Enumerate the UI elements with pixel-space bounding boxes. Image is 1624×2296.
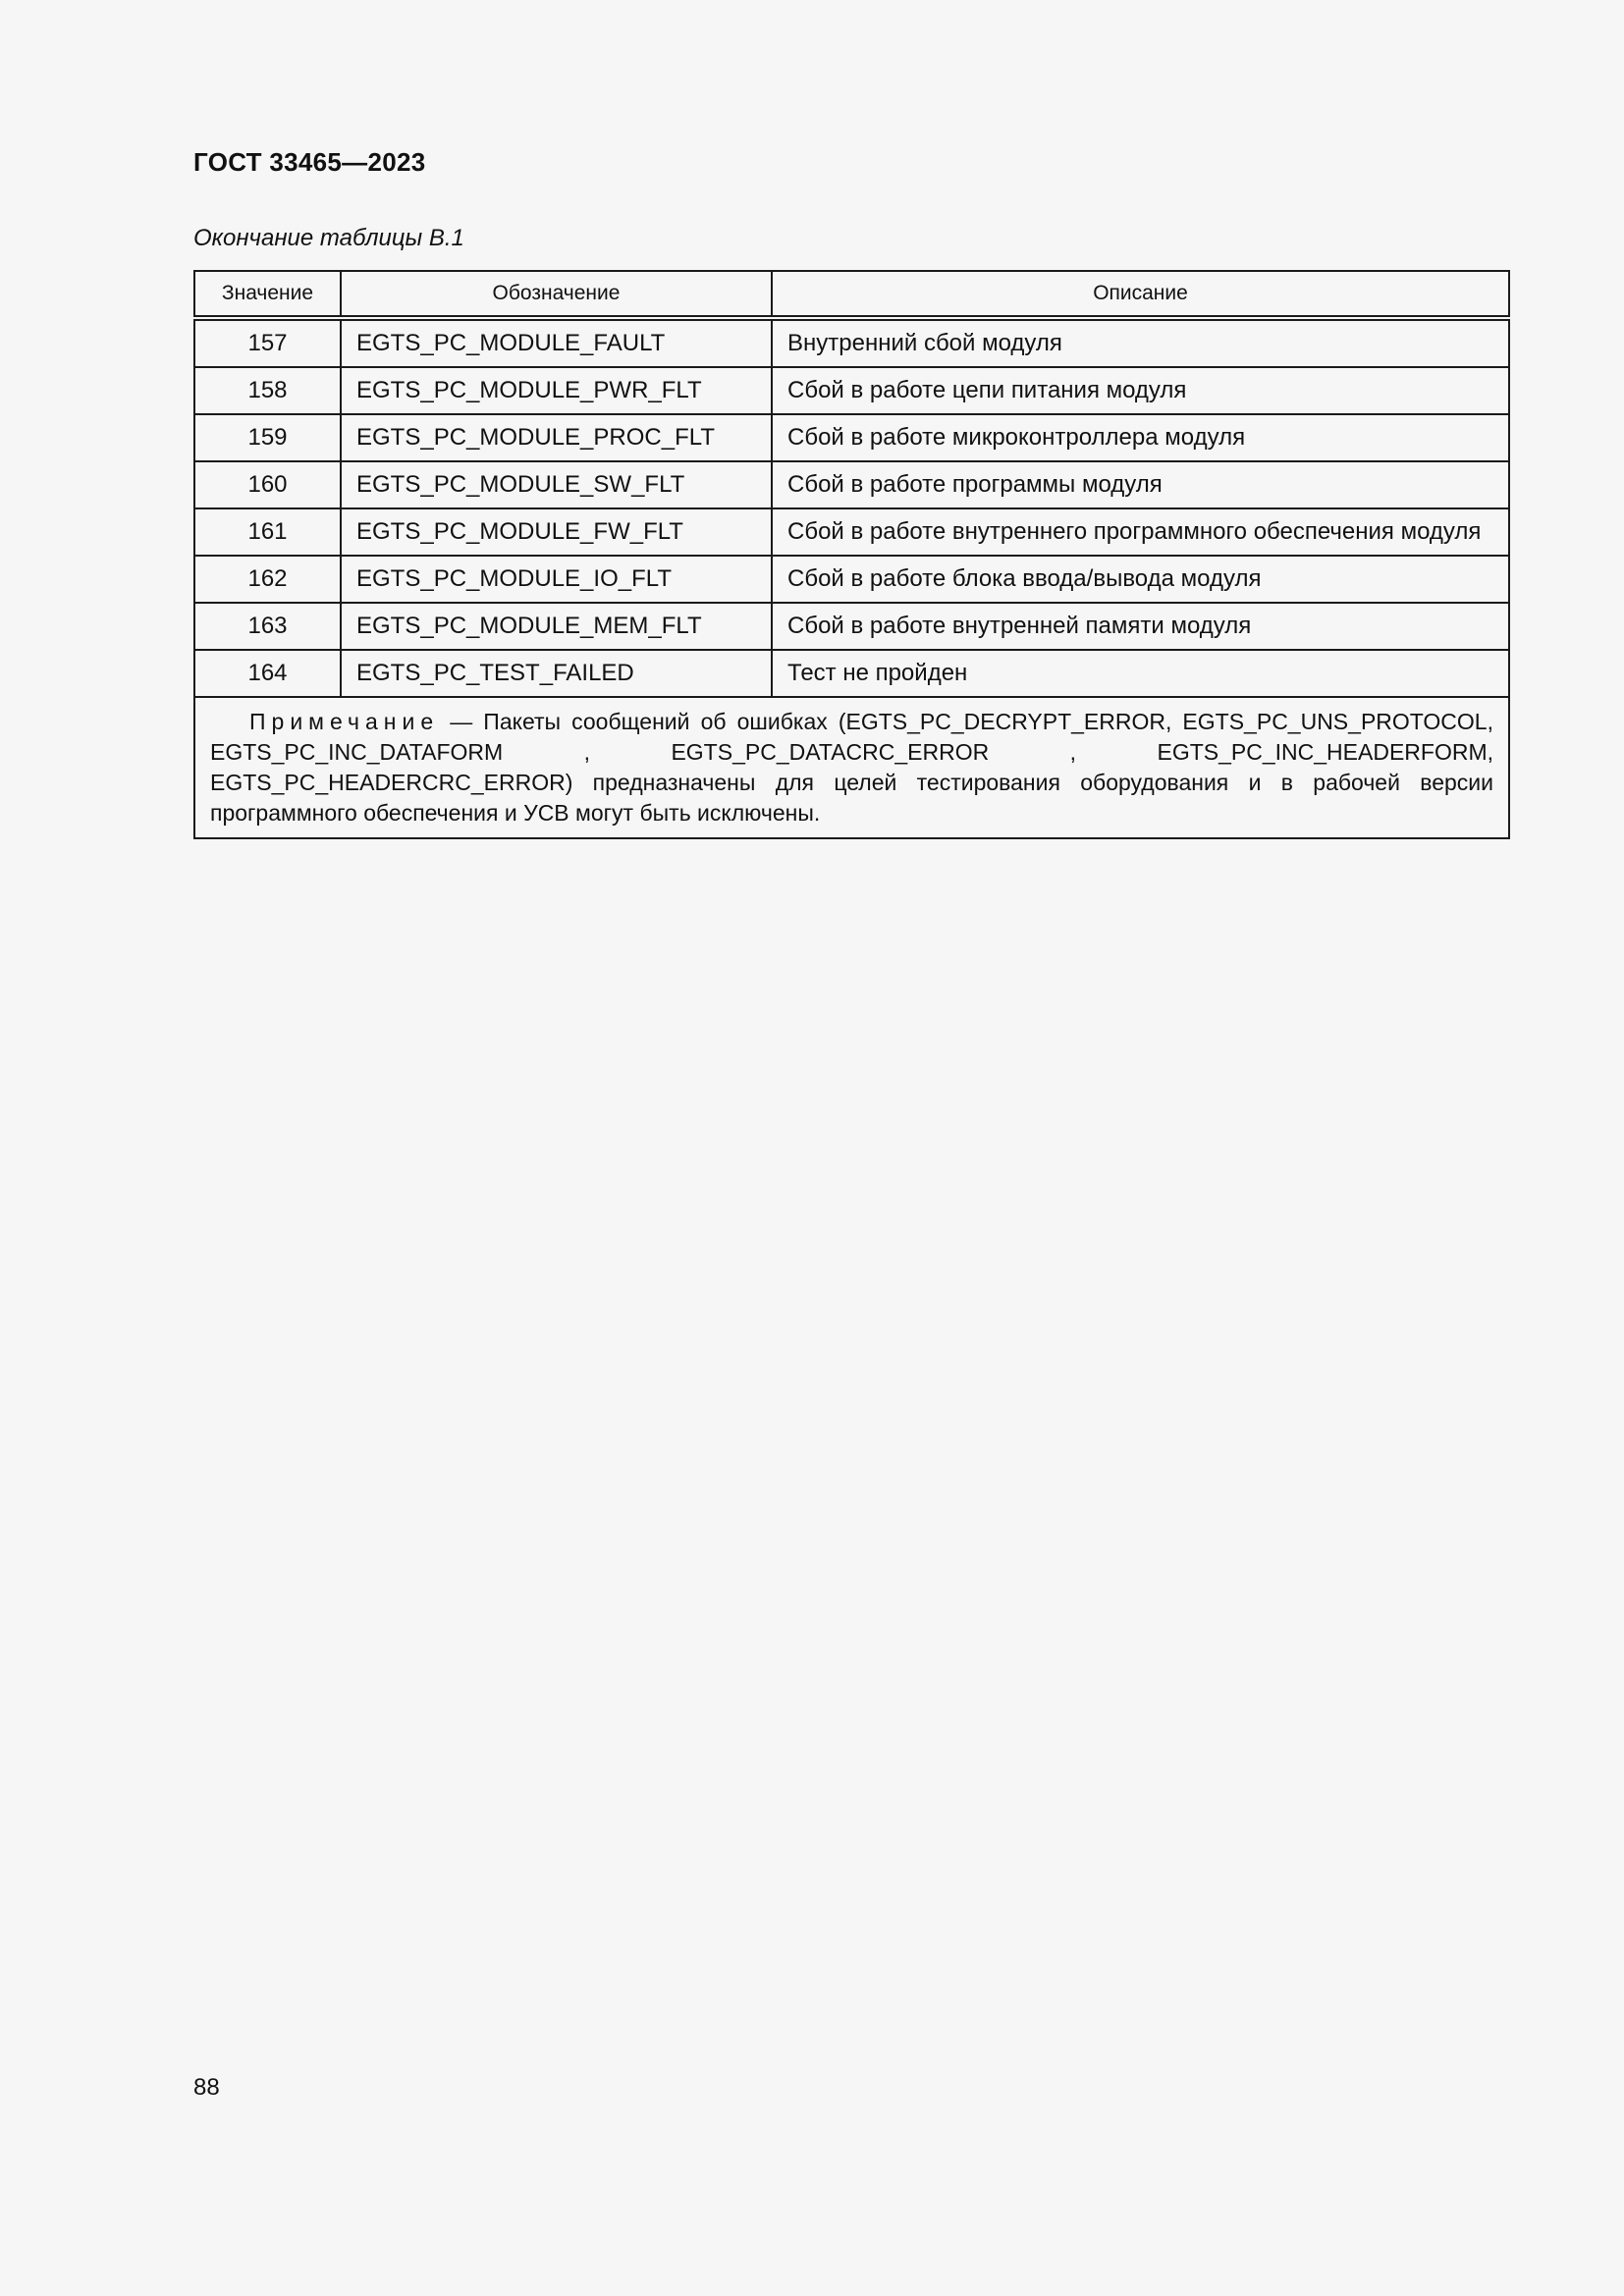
row-description: Тест не пройден [772, 650, 1509, 697]
table-row [194, 603, 1509, 650]
table-row [194, 367, 1509, 414]
row-value: 160 [194, 461, 341, 508]
table-row [194, 461, 1509, 508]
table-row [194, 650, 1509, 697]
table-note-row [194, 697, 1509, 838]
row-symbol: EGTS_PC_TEST_FAILED [341, 650, 772, 697]
column-header-value: Значение [194, 271, 341, 318]
row-value: 163 [194, 603, 341, 650]
row-symbol: EGTS_PC_MODULE_FAULT [341, 318, 772, 367]
row-symbol: EGTS_PC_MODULE_MEM_FLT [341, 603, 772, 650]
row-description: Внутренний сбой модуля [772, 318, 1509, 367]
row-description: Сбой в работе микроконтроллера модуля [772, 414, 1509, 461]
row-value: 158 [194, 367, 341, 414]
table-row [194, 556, 1509, 603]
row-symbol: EGTS_PC_MODULE_PWR_FLT [341, 367, 772, 414]
note-text: — Пакеты сообщений об ошибках (EGTS_PC_DECRYPT_ERROR, EGTS_PC_UNS_PROTOCOL, EGTS_PC_INC_DATAFORM , EGTS_PC_DATACRC_ERROR , EGTS_PC_INC_HEADERFORM, EGTS_PC_HEADERCRC_ERROR) предназначены для целей тестирования оборудования и в рабочей версии программного обеспечения и УСВ могут быть исключены. [210, 709, 1493, 826]
row-description: Сбой в работе блока ввода/вывода модуля [772, 556, 1509, 603]
row-symbol: EGTS_PC_MODULE_IO_FLT [341, 556, 772, 603]
row-value: 161 [194, 508, 341, 556]
table-header-row [194, 271, 1509, 318]
table-row [194, 508, 1509, 556]
row-symbol: EGTS_PC_MODULE_FW_FLT [341, 508, 772, 556]
note-label: Примечание [249, 709, 440, 734]
row-description: Сбой в работе цепи питания модуля [772, 367, 1509, 414]
row-value: 164 [194, 650, 341, 697]
column-header-symbol: Обозначение [341, 271, 772, 318]
row-value: 157 [194, 318, 341, 367]
row-description: Сбой в работе внутреннего программного обеспечения модуля [772, 508, 1509, 556]
table-row [194, 318, 1509, 367]
error-codes-table [193, 270, 1508, 839]
table-row [194, 414, 1509, 461]
row-description: Сбой в работе внутренней памяти модуля [772, 603, 1509, 650]
table-caption: Окончание таблицы В.1 [193, 225, 464, 251]
column-header-description: Описание [772, 271, 1509, 318]
row-symbol: EGTS_PC_MODULE_SW_FLT [341, 461, 772, 508]
table-note [194, 697, 1509, 838]
row-value: 162 [194, 556, 341, 603]
row-symbol: EGTS_PC_MODULE_PROC_FLT [341, 414, 772, 461]
document-header: ГОСТ 33465—2023 [193, 147, 426, 177]
page-number: 88 [193, 2074, 220, 2101]
row-value: 159 [194, 414, 341, 461]
row-description: Сбой в работе программы модуля [772, 461, 1509, 508]
